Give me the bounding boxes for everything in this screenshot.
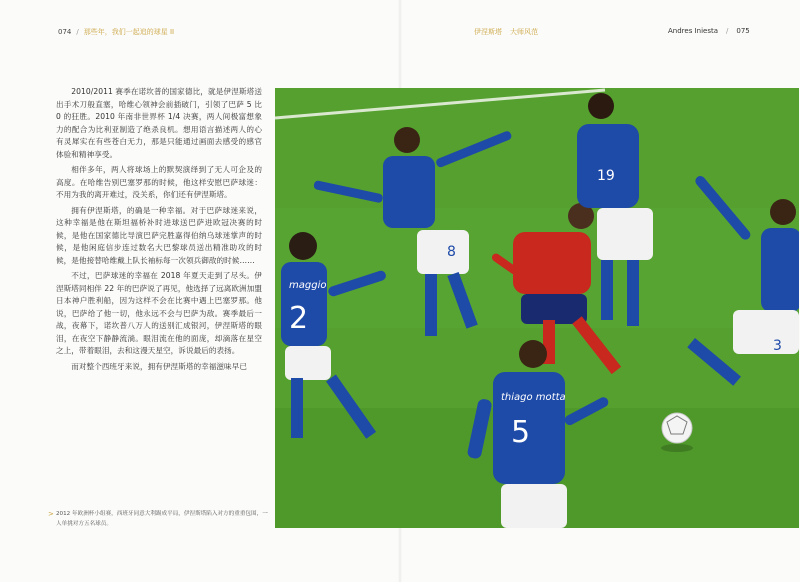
paragraph: 拥有伊涅斯塔，的确是一种幸福。对于巴萨球迷来说，这种幸福是他在斯坦福桥补时进球送巴萨进欧冠决赛的时候，是他在国家德比导演巴萨完胜嘉得伯纳乌球迷掌声的时候，是他闲庭信步连过数名大巴黎球员送出精准助攻的时候，是他接替哈维戴上队长袖标每一次领兵御敌的时候…… bbox=[56, 205, 262, 265]
jersey-number: 2 bbox=[289, 301, 309, 336]
article-body bbox=[56, 86, 262, 376]
football bbox=[661, 413, 693, 452]
jersey-name: maggio bbox=[289, 280, 327, 291]
player-name: Andres Iniesta bbox=[668, 27, 719, 35]
chapter-breadcrumb bbox=[474, 27, 538, 37]
match-photo bbox=[275, 88, 799, 528]
left-section-title: 那些年，我们一起追的球星 II bbox=[83, 28, 175, 36]
paragraph: 而对整个西班牙来说，拥有伊涅斯塔的幸福滋味早已 bbox=[71, 361, 247, 371]
jersey-name: thiago motta bbox=[501, 392, 566, 403]
breadcrumb-chapter: 伊涅斯塔 bbox=[474, 28, 502, 36]
breadcrumb-section: 大师风范 bbox=[510, 28, 538, 36]
jersey-number: 5 bbox=[511, 415, 531, 450]
header-divider: / bbox=[726, 27, 729, 35]
caption-arrow-icon: > bbox=[48, 510, 54, 518]
right-page-number: 075 bbox=[736, 27, 750, 35]
right-page-header bbox=[668, 27, 750, 35]
paragraph: 不过，巴萨球迷的幸福在 2018 年夏天走到了尽头。伊涅斯塔同相伴 22 年的巴萨说了再见，他选择了远离欧洲加盟日本神户胜利船，因为这样不会在比赛中遇上巴塞罗那。他说，巴萨给了他一切，他永远不会与巴萨为敌。赛季最后一战，夜幕下，诺坎普八万人的送别汇成银河，伊涅斯塔的眼泪，在夜空下静静流淌。眼泪流在他的面庞，却滴落在星空之上，带着眼泪，去和这漫天星空，诉说最后的表扬。 bbox=[56, 271, 262, 355]
caption-text: 2012 年欧洲杯小组赛，西班牙同意大利踢成平局，伊涅斯塔陷入对方的重重包围，一人单挑对方五名球员。 bbox=[56, 511, 268, 527]
jersey-number: 19 bbox=[597, 168, 615, 184]
left-page-number: 074 bbox=[58, 28, 72, 36]
match-photo-illustration bbox=[275, 88, 799, 528]
photo-caption bbox=[48, 509, 268, 529]
paragraph: 相伴多年，两人将球场上的默契演绎到了无人可企及的高度。在哈维告别巴塞罗那的时候，他这样安慰巴萨球迷：不用为我的离开难过，没关系，你们还有伊涅斯塔。 bbox=[56, 165, 262, 199]
paragraph: 2010/2011 赛季在诺坎普的国家德比，就是伊涅斯塔送出手术刀般直塞，哈维心领神会前插破门，引领了巴萨 5 比 0 的狂胜。2010 年南非世界杯 1/4 决赛，两人间极富想象力的配合为比利亚制造了绝杀良机。想用语言描述两人的心有灵犀实在有些苍白无力，那是只能通过画面去感受的感官体验和精神享受。 bbox=[56, 87, 262, 159]
header-divider: / bbox=[76, 28, 79, 36]
shorts-number: 3 bbox=[773, 338, 782, 354]
shorts-number: 8 bbox=[447, 244, 456, 260]
left-page-header bbox=[58, 27, 174, 37]
